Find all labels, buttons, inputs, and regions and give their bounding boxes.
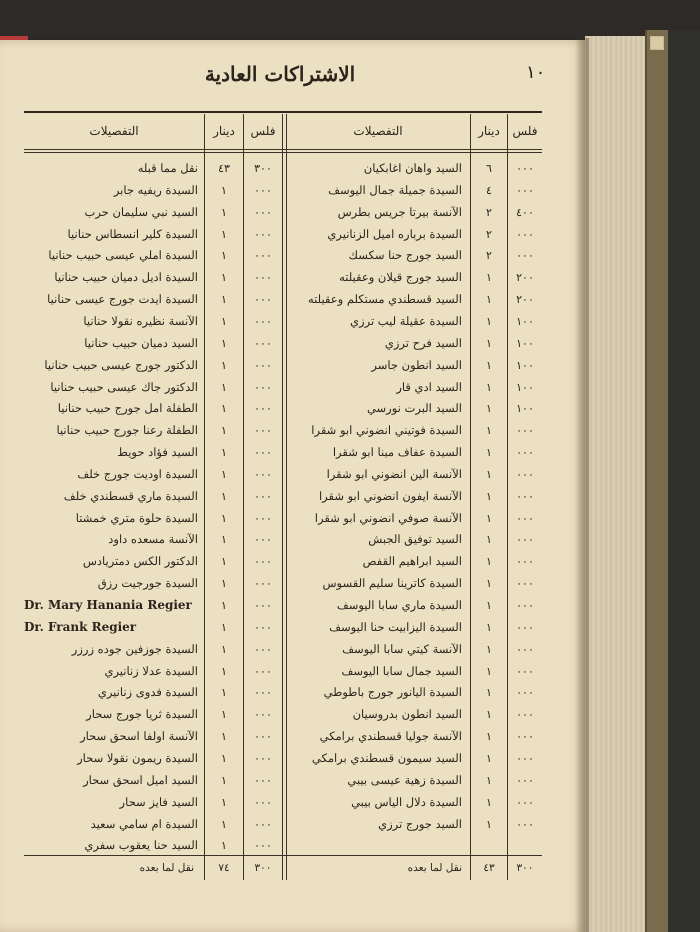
subscriber-name: السيدة برباره اميل الزنانيري (327, 226, 462, 241)
table-row (283, 617, 542, 638)
amount-fils: ٠٠٠ (254, 227, 272, 241)
subscriber-name: السيد واهان اغابكيان (363, 161, 462, 175)
subscriber-name: السيدة ايدت جورج عيسى حنانيا (47, 292, 198, 307)
subscriber-name: الآنسة بيرتا جريس بطرس (337, 204, 462, 219)
subscriber-name: السيدة ماري سابا اليوسف (336, 598, 462, 612)
amount-fils: ٠٠٠ (516, 511, 534, 525)
amount-fils: ١٠٠ (516, 358, 534, 372)
right-footer-dinar: ٤٣ (483, 862, 495, 874)
subscriber-name: السيدة جميلة جمال اليوسف (328, 182, 462, 197)
amount-fils: ٠٠٠ (516, 467, 534, 481)
amount-fils: ٠٠٠ (516, 795, 534, 809)
amount-dinar: ١ (486, 402, 492, 416)
amount-fils: ٠٠٠ (254, 751, 272, 765)
table-row (24, 682, 283, 703)
amount-fils: ٠٠٠ (254, 293, 272, 307)
subscriber-name: السيد جورج ترزي (378, 816, 462, 831)
amount-fils: ٠٠٠ (254, 577, 272, 591)
amount-dinar: ١ (221, 183, 227, 197)
subscriber-name: السيد ادي قار (396, 379, 462, 394)
table-row (24, 529, 283, 550)
subscriber-name: الطفلة امل جورج حبيب حنانيا (57, 401, 198, 416)
subscriber-name: السيد توفيق الجبش (368, 532, 462, 547)
amount-dinar: ١ (486, 271, 492, 285)
right-footer-fils: ٣٠٠ (516, 862, 534, 874)
table-row (283, 245, 542, 266)
table-row (24, 835, 283, 856)
table-row (283, 770, 542, 791)
amount-dinar: ١ (221, 227, 227, 241)
table-row (24, 704, 283, 725)
table-row (24, 289, 283, 310)
amount-fils: ٠٠٠ (254, 533, 272, 547)
amount-dinar: ١ (221, 533, 227, 547)
table-row (283, 726, 542, 747)
table-row (24, 398, 283, 419)
amount-fils: ٠٠٠ (516, 730, 534, 744)
amount-fils: ٠٠٠ (254, 642, 272, 656)
amount-fils: ٠٠٠ (254, 402, 272, 416)
subscriber-name: Dr. Frank Regier (24, 619, 137, 634)
table-row (283, 595, 542, 616)
table-row (24, 573, 283, 594)
amount-fils: ٠٠٠ (254, 314, 272, 328)
subscriber-name: الآنسة اولفا اسحق سحار (80, 729, 198, 744)
subscriber-name: السيد دميان حبيب حنانيا (84, 335, 198, 350)
table-row (24, 420, 283, 441)
amount-fils: ٠٠٠ (254, 380, 272, 394)
amount-dinar: ٦ (486, 162, 492, 175)
amount-dinar: ١ (486, 599, 492, 612)
subscriber-name: السيد حنا يعقوب سفري (84, 838, 198, 853)
amount-fils: ٢٠٠ (516, 293, 534, 307)
amount-fils: ٠٠٠ (254, 183, 272, 197)
amount-dinar: ١ (221, 839, 227, 853)
amount-dinar: ١ (221, 467, 227, 481)
amount-dinar: ١ (221, 402, 227, 416)
table-row (24, 792, 283, 813)
left-header-fils: فلس (250, 124, 276, 138)
amount-fils: ٠٠٠ (516, 249, 534, 263)
subscriber-name: السيد جورج قيلان وعقيلته (339, 270, 462, 285)
amount-dinar: ١ (486, 817, 492, 831)
amount-fils: ٠٠٠ (254, 664, 272, 678)
amount-fils: ٠٠٠ (254, 511, 272, 525)
amount-dinar: ١ (486, 424, 492, 438)
amount-dinar: ١ (221, 751, 227, 765)
table-row (24, 814, 283, 835)
amount-fils: ٠٠٠ (254, 730, 272, 744)
amount-fils: ٢٠٠ (516, 271, 534, 285)
table-row (24, 202, 283, 223)
amount-dinar: ١ (221, 489, 227, 503)
subscriber-name: السيد انطون بدروسيان (352, 707, 462, 722)
amount-dinar: ١ (221, 795, 227, 809)
subscriber-name: الآنسة الين انضوني ابو شقرا (326, 466, 462, 481)
subscriber-name: السيدة حلوة متري خمشتا (75, 510, 198, 525)
table-row (24, 267, 283, 288)
amount-dinar: ١ (221, 555, 227, 569)
subscriber-name: السيدة جوزفين جوده زرزر (71, 641, 198, 656)
amount-dinar: ١ (486, 555, 492, 569)
table-row (283, 202, 542, 223)
amount-dinar: ١ (221, 249, 227, 263)
table-row (283, 355, 542, 376)
amount-dinar: ١ (486, 751, 492, 765)
subscriber-name: السيدة زهية عيسى بيبي (347, 772, 462, 787)
table-row (283, 486, 542, 507)
amount-fils: ٠٠٠ (254, 336, 272, 350)
amount-dinar: ٢ (486, 227, 492, 241)
amount-dinar: ١ (221, 424, 227, 438)
amount-dinar: ١ (221, 380, 227, 394)
amount-fils: ٠٠٠ (516, 227, 534, 241)
subscriber-name: الآنسة نظيره نقولا حنانيا (83, 313, 198, 328)
table-row (24, 508, 283, 529)
table-row (283, 639, 542, 660)
left-footer-fils: ٣٠٠ (254, 862, 272, 874)
table-row (24, 311, 283, 332)
amount-dinar: ١ (486, 686, 492, 700)
subscriber-name: السيدة اليزابيت حنا اليوسف (329, 619, 462, 634)
table-row (283, 661, 542, 682)
amount-dinar: ١ (486, 336, 492, 350)
amount-fils: ٠٠٠ (516, 489, 534, 503)
table-row (283, 311, 542, 332)
amount-dinar: ١ (221, 599, 227, 612)
amount-fils: ٠٠٠ (254, 599, 272, 612)
title-rule (24, 111, 542, 113)
subscriber-name: السيدة عدلا زنانيري (104, 663, 198, 678)
amount-fils: ٠٠٠ (516, 686, 534, 700)
amount-dinar: ٤٣ (218, 162, 230, 175)
amount-fils: ٠٠٠ (516, 751, 534, 765)
amount-fils: ٠٠٠ (516, 664, 534, 678)
subscriber-name: السيد البرت نورسي (366, 401, 462, 416)
amount-fils: ٠٠٠ (516, 620, 534, 634)
page-number: ١٠ (526, 62, 546, 83)
amount-fils: ٠٠٠ (516, 162, 534, 175)
amount-fils: ٠٠٠ (254, 795, 272, 809)
amount-fils: ٠٠٠ (254, 446, 272, 460)
amount-fils: ٠٠٠ (516, 555, 534, 569)
amount-dinar: ١ (221, 446, 227, 460)
amount-dinar: ١ (221, 205, 227, 219)
amount-dinar: ١ (221, 686, 227, 700)
amount-fils: ٠٠٠ (516, 446, 534, 460)
amount-dinar: ١ (486, 293, 492, 307)
table-row (24, 180, 283, 201)
amount-fils: ٠٠٠ (254, 839, 272, 853)
amount-fils: ٠٠٠ (516, 533, 534, 547)
table-row (24, 486, 283, 507)
subscriber-name: السيدة ثريا جورج سحار (86, 707, 198, 722)
amount-dinar: ١ (486, 380, 492, 394)
subscriber-name: السيدة ريمون نقولا سحار (77, 750, 198, 765)
amount-dinar: ١ (221, 511, 227, 525)
subscriber-name: الدكتور الكس دمتريادس (82, 554, 198, 569)
amount-dinar: ١ (486, 773, 492, 787)
subscriber-name: السيدة عقيلة ليب ترزي (350, 313, 462, 328)
amount-fils: ٠٠٠ (254, 773, 272, 787)
table-row (24, 245, 283, 266)
subscriber-name: الآنسة ايفون انضوني ابو شقرا (318, 488, 462, 503)
subscriber-name: السيدة عفاف مينا ابو شقرا (332, 445, 462, 460)
table-row (24, 355, 283, 376)
left-header-details: التفصيلات (89, 124, 139, 138)
amount-fils: ٠٠٠ (516, 599, 534, 612)
amount-fils: ٤٠٠ (516, 205, 534, 219)
table-row (283, 551, 542, 572)
table-row (24, 661, 283, 682)
amount-dinar: ١ (221, 314, 227, 328)
amount-fils: ٣٠٠ (254, 162, 272, 175)
amount-fils: ٠٠٠ (254, 249, 272, 263)
subscriber-name: السيد سيمون قسطندي برامكي (311, 750, 462, 765)
amount-fils: ١٠٠ (516, 336, 534, 350)
amount-dinar: ١ (221, 664, 227, 678)
subscriber-name: الطفلة رعنا جورج حبيب حنانيا (56, 423, 198, 438)
amount-dinar: ١ (486, 730, 492, 744)
amount-fils: ٠٠٠ (254, 620, 272, 634)
amount-dinar: ٢ (486, 249, 492, 263)
amount-fils: ٠٠٠ (254, 817, 272, 831)
left-footer-dinar: ٧٤ (218, 862, 230, 874)
amount-dinar: ١ (486, 314, 492, 328)
amount-fils: ٠٠٠ (516, 708, 534, 722)
amount-fils: ٠٠٠ (254, 205, 272, 219)
cover-corner (650, 36, 664, 50)
page-title: الاشتراكات العادية (204, 62, 356, 86)
table-row (24, 617, 283, 638)
amount-dinar: ١ (486, 642, 492, 656)
left-footer-label: نقل لما بعده (139, 862, 194, 874)
table-row (283, 682, 542, 703)
amount-dinar: ١ (486, 489, 492, 503)
table-row (24, 442, 283, 463)
table-row (283, 792, 542, 813)
table-row (283, 377, 542, 398)
amount-fils: ٠٠٠ (516, 642, 534, 656)
subscriber-name: السيد ابراهيم القفص (362, 554, 462, 569)
subscriber-name: السيدة كلير انسطاس حنانيا (67, 226, 198, 241)
subscriber-name: الآنسة مسعده داود (108, 532, 198, 547)
table-row (283, 508, 542, 529)
scanner-background (0, 0, 700, 38)
amount-dinar: ١ (221, 708, 227, 722)
subscriber-name: السيدة ام سامي سعيد (90, 816, 198, 831)
table-row (24, 464, 283, 485)
amount-fils: ١٠٠ (516, 402, 534, 416)
amount-fils: ٠٠٠ (516, 577, 534, 591)
table-row (283, 748, 542, 769)
amount-fils: ٠٠٠ (516, 817, 534, 831)
subscriber-name: السيدة اليانور جورج باطوطي (323, 685, 462, 700)
amount-fils: ٠٠٠ (254, 686, 272, 700)
amount-dinar: ١ (486, 358, 492, 372)
subscriber-name: السيدة املي عيسى حبيب حنانيا (48, 248, 198, 263)
amount-dinar: ١ (486, 533, 492, 547)
subscriber-name: السيد فرح ترزي (384, 335, 462, 350)
table-row (283, 289, 542, 310)
subscriber-name: الآنسة جوليا قسطندي برامكي (319, 729, 462, 744)
page-edges (585, 36, 645, 932)
subscriber-name: السيدة جورجيت رزق (97, 576, 198, 591)
amount-dinar: ١ (221, 730, 227, 744)
subscriber-name: السيدة اوديت جورج خلف (77, 466, 198, 481)
table-row (24, 158, 283, 179)
table-row (283, 224, 542, 245)
table-row (283, 180, 542, 201)
subscriber-name: السيدة ماري قسطندي خلف (63, 488, 198, 503)
subscriber-name: السيد جورج حنا سكسك (348, 248, 462, 263)
amount-fils: ٠٠٠ (254, 424, 272, 438)
right-header-details: التفصيلات (353, 124, 403, 138)
subscriber-name: السيد نبي سليمان حرب (84, 204, 198, 219)
subscriber-name: السيد اميل اسحق سحار (83, 772, 198, 787)
amount-dinar: ١ (221, 620, 227, 634)
amount-fils: ٠٠٠ (254, 708, 272, 722)
amount-dinar: ١ (486, 795, 492, 809)
subscriber-name: السيدة فدوى زنانيري (97, 685, 198, 700)
subscriber-name: السيدة ريفيه جابر (113, 182, 198, 197)
subscriber-name: الدكتور جاك عيسى حبيب حنانيا (50, 379, 198, 394)
subscriber-name: الدكتور جورج عيسى حبيب حنانيا (44, 357, 198, 372)
amount-fils: ٠٠٠ (254, 555, 272, 569)
subscriber-name: الآنسة كيتي سابا اليوسف (342, 641, 462, 656)
subscriber-name: السيد فؤاد حويط (117, 445, 198, 460)
subscriber-name: السيد قسطندي مستكلم وعقيلته (308, 292, 462, 307)
table-row (283, 464, 542, 485)
subscriber-name: السيدة دلال الياس بيبي (351, 794, 462, 809)
amount-fils: ٠٠٠ (254, 271, 272, 285)
table-row (283, 398, 542, 419)
scanner-edge (668, 30, 700, 932)
table-row (283, 704, 542, 725)
amount-dinar: ٤ (486, 183, 492, 197)
amount-fils: ٠٠٠ (516, 773, 534, 787)
amount-dinar: ١ (486, 511, 492, 525)
subscriber-name: الآنسة صوفي انضوني ابو شقرا (314, 510, 462, 525)
right-footer-label: نقل لما بعده (407, 862, 462, 874)
table-row (24, 770, 283, 791)
subscriber-name: Dr. Mary Hanania Regier (24, 598, 192, 612)
amount-fils: ٠٠٠ (516, 183, 534, 197)
amount-dinar: ١ (221, 773, 227, 787)
amount-fils: ٠٠٠ (516, 424, 534, 438)
table-row (283, 158, 542, 179)
table-row (283, 814, 542, 835)
amount-dinar: ١ (221, 577, 227, 591)
gutter-shadow (575, 38, 589, 932)
amount-dinar: ١ (486, 620, 492, 634)
amount-dinar: ١ (221, 293, 227, 307)
amount-dinar: ١ (221, 817, 227, 831)
subscriber-name: السيدة كاترينا سليم القسوس (322, 576, 462, 591)
table-row (24, 551, 283, 572)
table-row (24, 639, 283, 660)
table-row (283, 333, 542, 354)
amount-fils: ١٠٠ (516, 314, 534, 328)
ledger-table (24, 114, 542, 880)
table-row (283, 420, 542, 441)
amount-dinar: ١ (486, 446, 492, 460)
amount-dinar: ١ (221, 358, 227, 372)
right-header-dinar: دينار (478, 124, 500, 138)
table-row (24, 595, 283, 616)
amount-dinar: ١ (221, 336, 227, 350)
table-row (283, 529, 542, 550)
amount-fils: ٠٠٠ (254, 467, 272, 481)
subscriber-name: نقل مما قبله (137, 161, 198, 175)
amount-dinar: ١ (221, 271, 227, 285)
amount-dinar: ١ (486, 708, 492, 722)
table-row (24, 726, 283, 747)
subscriber-name: السيدة فوتيني انضوني ابو شقرا (311, 423, 462, 438)
left-header-dinar: دينار (213, 124, 235, 138)
amount-dinar: ١ (486, 467, 492, 481)
subscriber-name: السيد انطون جاسر (371, 357, 462, 372)
amount-fils: ٠٠٠ (254, 358, 272, 372)
table-row (283, 442, 542, 463)
table-row (283, 267, 542, 288)
amount-dinar: ١ (221, 642, 227, 656)
amount-dinar: ١ (486, 577, 492, 591)
table-row (283, 573, 542, 594)
right-header-fils: فلس (512, 124, 538, 138)
table-row (24, 333, 283, 354)
amount-dinar: ٢ (486, 205, 492, 219)
amount-dinar: ١ (486, 664, 492, 678)
subscriber-name: السيد جمال سابا اليوسف (341, 663, 462, 678)
subscriber-name: السيدة اديل دميان حبيب حنانيا (54, 270, 198, 285)
amount-fils: ١٠٠ (516, 380, 534, 394)
amount-fils: ٠٠٠ (254, 489, 272, 503)
subscriber-name: السيد فايز سحار (119, 794, 198, 809)
table-row (24, 224, 283, 245)
table-row (24, 748, 283, 769)
table-row (24, 377, 283, 398)
